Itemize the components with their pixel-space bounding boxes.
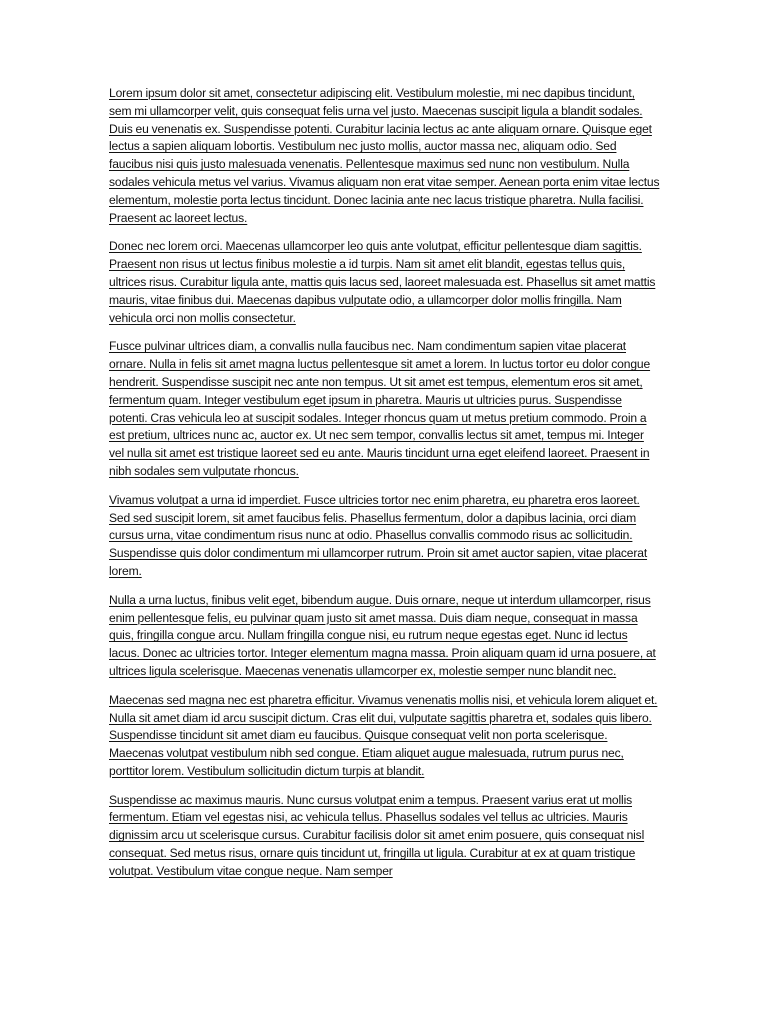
- paragraph-4: Vivamus volutpat a urna id imperdiet. Fusce ultricies tortor nec enim pharetra, eu pharetra eros laoreet. Sed sed suscipit lorem, sit amet faucibus felis. Phasellus fermentum, dolor a dapibus lacinia, orci diam cursus urna, vitae condimentum risus nunc at odio. Phasellus convallis commodo risus ac sollicitudin. Suspendisse quis dolor condimentum mi ullamcorper rutrum. Proin sit amet auctor sapien, vitae placerat lorem.: [109, 492, 648, 578]
- paragraph-3: Fusce pulvinar ultrices diam, a convallis nulla faucibus nec. Nam condimentum sapien vitae placerat ornare. Nulla in felis sit amet magna luctus pellentesque sit amet a lorem. In luctus tortor eu dolor congue hendrerit. Suspendisse suscipit nec ante non tempus. Ut sit amet est tempus, elementum eros sit amet, fermentum quam. Integer vestibulum eget ipsum in pharetra. Mauris ut ultricies purus. Suspendisse potenti. Cras vehicula leo at suscipit sodales. Integer rhoncus quam ut metus pretium commodo. Proin a est pretium, ultrices nunc ac, auctor ex. Ut nec sem tempor, convallis lectus sit amet, tempus mi. Integer vel nulla sit amet est tristique laoreet sed eu ante. Mauris tincidunt urna eget eleifend laoreet. Praesent in nibh sodales sem vulputate rhoncus.: [109, 339, 651, 478]
- paragraph-7: Suspendisse ac maximus mauris. Nunc cursus volutpat enim a tempus. Praesent varius erat ut mollis fermentum. Etiam vel egestas nisi, ac vehicula tellus. Phasellus sodales vel tellus ac ultricies. Mauris dignissim arcu ut scelerisque cursus. Curabitur facilisis dolor sit amet enim posuere, quis consequat nisl consequat. Sed metus risus, ornare quis tincidunt ut, fringilla ut ligula. Curabitur at ex at quam tristique volutpat. Vestibulum vitae congue neque. Nam semper: [109, 792, 645, 878]
- paragraph-2: Donec nec lorem orci. Maecenas ullamcorper leo quis ante volutpat, efficitur pellentesque diam sagittis. Praesent non risus ut lectus finibus molestie a id turpis. Nam sit amet elit blandit, egestas tellus quis, ultrices risus. Curabitur ligula ante, mattis quis lacus sed, laoreet malesuada est. Phasellus sit amet mattis mauris, vitae finibus dui. Maecenas dapibus vulputate odio, a ullamcorper dolor mollis fringilla. Nam vehicula orci non mollis consectetur.: [109, 239, 656, 325]
- paragraph-1: Lorem ipsum dolor sit amet, consectetur adipiscing elit. Vestibulum molestie, mi nec dapibus tincidunt, sem mi ullamcorper velit, quis consequat felis urna vel justo. Maecenas suscipit ligula a blandit sodales. Duis eu venenatis ex. Suspendisse potenti. Curabitur lacinia lectus ac ante aliquam ornare. Quisque eget lectus a sapien aliquam lobortis. Vestibulum nec justo mollis, auctor massa nec, aliquam odio. Sed faucibus nisi quis justo malesuada venenatis. Pellentesque maximus sed nunc non vestibulum. Nulla sodales vehicula metus vel varius. Vivamus aliquam non erat vitae semper. Aenean porta enim vitae lectus elementum, molestie porta lectus tincidunt. Donec lacinia ante nec lacus tristique pharetra. Nulla facilisi. Praesent ac laoreet lectus.: [109, 86, 660, 225]
- paragraph-5: Nulla a urna luctus, finibus velit eget, bibendum augue. Duis ornare, neque ut interdum ullamcorper, risus enim pellentesque felis, eu pulvinar quam justo sit amet massa. Duis diam neque, consequat in massa quis, fringilla congue arcu. Nullam fringilla congue nisi, eu rutrum neque egestas eget. Nunc id lectus lacus. Donec ac ultricies tortor. Integer elementum magna massa. Proin aliquam quam id urna posuere, at ultrices ligula scelerisque. Maecenas venenatis ullamcorper ex, molestie semper nunc blandit nec.: [109, 592, 656, 678]
- document-body: [109, 85, 660, 937]
- paragraph-6: Maecenas sed magna nec est pharetra efficitur. Vivamus venenatis mollis nisi, et vehicula lorem aliquet et. Nulla sit amet diam id arcu suscipit dictum. Cras elit dui, vulputate sagittis pharetra et, sodales quis libero. Suspendisse tincidunt sit amet diam eu faucibus. Quisque consequat velit non porta scelerisque. Maecenas volutpat vestibulum nibh sed congue. Etiam aliquet augue malesuada, rutrum purus nec, porttitor lorem. Vestibulum sollicitudin dictum turpis at blandit.: [109, 692, 658, 778]
